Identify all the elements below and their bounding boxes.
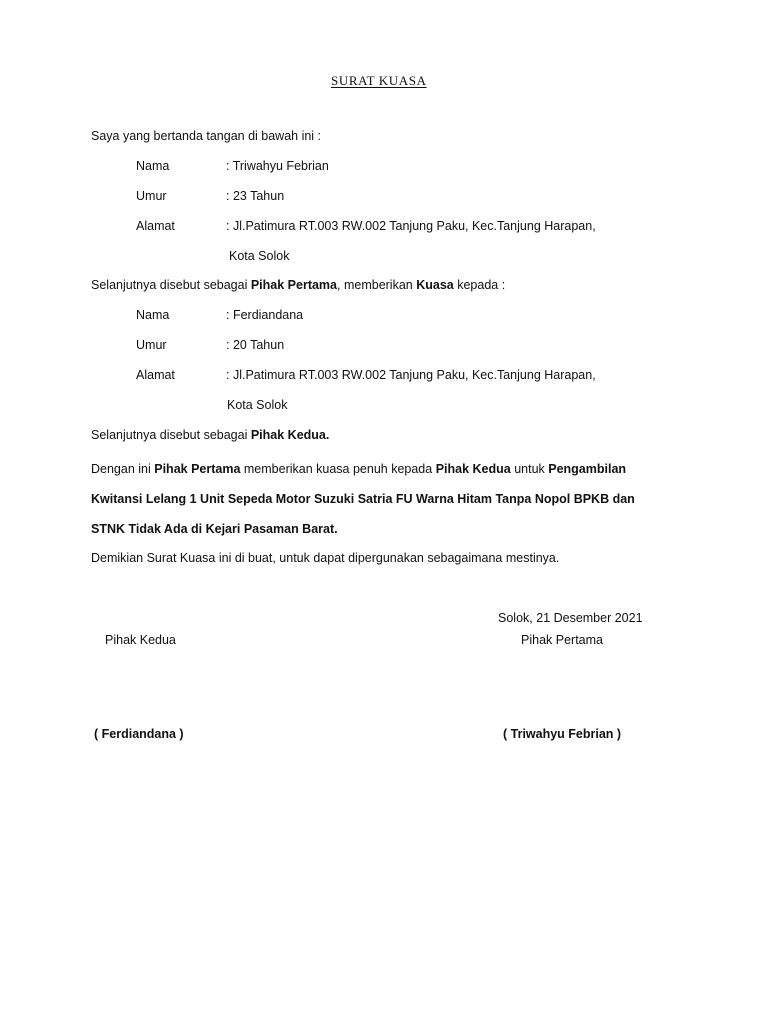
second-name-label: Nama <box>136 308 170 322</box>
first-age-value: : 23 Tahun <box>226 189 285 203</box>
signature-name-right: ( Triwahyu Febrian ) <box>503 727 622 741</box>
signature-label-left: Pihak Kedua <box>105 633 176 647</box>
page-title: SURAT KUASA <box>331 73 427 88</box>
first-address-value: : Jl.Patimura RT.003 RW.002 Tanjung Paku, Kec.Tanjung Harapan, <box>226 219 596 233</box>
place-date: Solok, 21 Desember 2021 <box>498 611 643 625</box>
body-line-1: Dengan ini Pihak Pertama memberikan kuasa penuh kepada Pihak Kedua untuk Pengambilan <box>91 462 627 476</box>
first-age-label: Umur <box>136 189 167 203</box>
body-line-2: Kwitansi Lelang 1 Unit Sepeda Motor Suzuki Satria FU Warna Hitam Tanpa Nopol BPKB dan <box>91 492 635 506</box>
clause-first-party: Selanjutnya disebut sebagai Pihak Pertama, memberikan Kuasa kepada : <box>91 278 506 292</box>
clause-second-party: Selanjutnya disebut sebagai Pihak Kedua. <box>91 428 330 442</box>
body-line-3: STNK Tidak Ada di Kejari Pasaman Barat. <box>91 522 338 536</box>
signature-name-left: ( Ferdiandana ) <box>94 727 184 741</box>
second-address-value: : Jl.Patimura RT.003 RW.002 Tanjung Paku, Kec.Tanjung Harapan, <box>226 368 596 382</box>
second-address-label: Alamat <box>136 368 175 382</box>
intro-text: Saya yang bertanda tangan di bawah ini : <box>91 129 322 143</box>
first-name-label: Nama <box>136 159 170 173</box>
closing-text: Demikian Surat Kuasa ini di buat, untuk dapat dipergunakan sebagaimana mestinya. <box>91 551 560 565</box>
first-name-value: : Triwahyu Febrian <box>226 159 329 173</box>
second-age-value: : 20 Tahun <box>226 338 285 352</box>
signature-label-right: Pihak Pertama <box>521 633 603 647</box>
second-address-cont: Kota Solok <box>227 398 288 412</box>
second-name-value: : Ferdiandana <box>226 308 304 322</box>
first-address-cont: Kota Solok <box>229 249 290 263</box>
first-address-label: Alamat <box>136 219 175 233</box>
second-age-label: Umur <box>136 338 167 352</box>
